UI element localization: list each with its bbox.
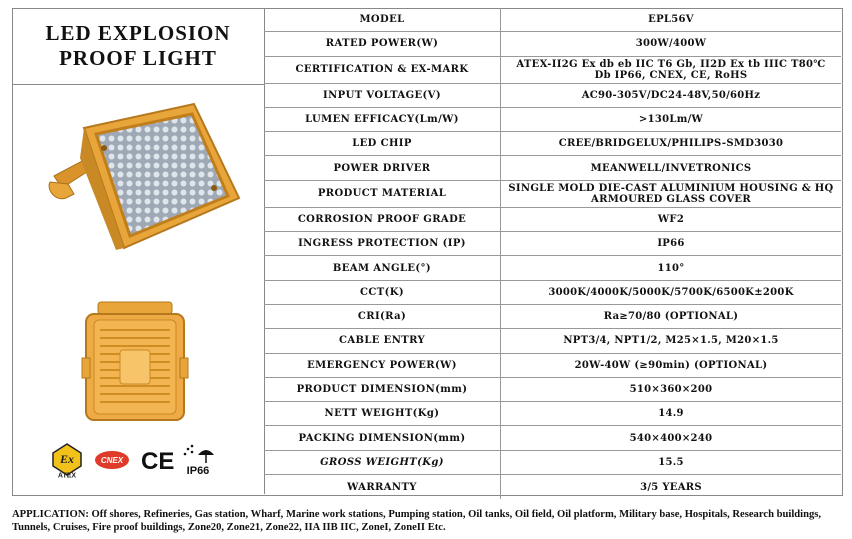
spec-label: EMERGENCY POWER(W) <box>264 354 501 377</box>
spec-value: MEANWELL/INVETRONICS <box>590 162 752 174</box>
cnex-text: CNEX <box>100 456 124 465</box>
spec-label: INPUT VOLTAGE(V) <box>264 84 501 107</box>
spec-row <box>264 57 841 84</box>
spec-row <box>264 329 841 353</box>
spec-row <box>264 132 841 156</box>
application-body: Off shores, Refineries, Gas station, Wharf, Marine work stations, Pumping station, Oil tanks, Oil field, Oil platform, Military base, Hospitals, Research buildings, Tunnels, Cruises, Fire proof buildings, Zone20, Zone21, Zone22, IIA IIB IIC, ZoneI, ZoneII Etc. <box>12 509 822 533</box>
ce-text: CE <box>141 448 175 475</box>
application-lead: APPLICATION: <box>12 509 89 520</box>
spec-value: >130Lm/W <box>638 114 704 126</box>
spec-value: EPL56V <box>648 14 694 26</box>
spec-value: 540×400×240 <box>629 432 713 444</box>
atex-ex-icon <box>50 442 84 478</box>
spec-row <box>264 305 841 329</box>
spec-label: LED CHIP <box>264 132 501 155</box>
spec-row <box>264 181 841 208</box>
spec-row <box>264 156 841 180</box>
spec-row <box>264 208 841 232</box>
spec-row <box>264 32 841 56</box>
spec-row <box>264 108 841 132</box>
ce-mark-icon <box>140 447 175 475</box>
spec-label: PRODUCT DIMENSION(mm) <box>264 378 501 401</box>
spec-row <box>264 475 841 499</box>
cnex-icon <box>94 448 130 472</box>
spec-value: NPT3/4, NPT1/2, M25×1.5, M20×1.5 <box>563 335 779 347</box>
spec-value: CREE/BRIDGELUX/PHILIPS-SMD3030 <box>558 138 784 150</box>
spec-value: 110° <box>657 262 685 274</box>
spec-label: CERTIFICATION & EX-MARK <box>264 57 501 83</box>
spec-value: 3/5 YEARS <box>640 481 702 493</box>
spec-value: 20W-40W (≥90min) (OPTIONAL) <box>574 359 768 371</box>
spec-value: Ra≥70/80 (OPTIONAL) <box>603 311 739 323</box>
spec-row <box>264 281 841 305</box>
spec-value: ATEX-II2G Ex db eb IIC T6 Gb, II2D Ex tb IIIC T80℃ Db IP66, CNEX, CE, RoHS <box>516 58 826 81</box>
ip66-text: IP66 <box>186 465 210 477</box>
title-line-2: PROOF LIGHT <box>59 46 217 70</box>
spec-row <box>264 402 841 426</box>
spec-value: 3000K/4000K/5000K/5700K/6500K±200K <box>548 286 794 298</box>
spec-value: 14.9 <box>658 408 684 420</box>
spec-row <box>264 426 841 450</box>
spec-label: INGRESS PROTECTION (IP) <box>264 232 501 255</box>
spec-value: WF2 <box>657 213 685 225</box>
spec-value: 300W/400W <box>635 38 707 50</box>
spec-row <box>264 84 841 108</box>
product-title <box>12 8 264 85</box>
title-line-1: LED EXPLOSION <box>45 21 231 45</box>
spec-label: PACKING DIMENSION(mm) <box>264 426 501 449</box>
spec-label: PRODUCT MATERIAL <box>264 181 501 207</box>
spec-label: NETT WEIGHT(Kg) <box>264 402 501 425</box>
spec-label: BEAM ANGLE(°) <box>264 256 501 279</box>
spec-value: 15.5 <box>658 456 684 468</box>
spec-table <box>264 8 841 499</box>
spec-label: GROSS WEIGHT(Kg) <box>264 451 501 474</box>
spec-value: 510×360×200 <box>629 384 713 395</box>
spec-row <box>264 354 841 378</box>
spec-label: RATED POWER(W) <box>264 32 501 55</box>
spec-row <box>264 8 841 32</box>
spec-label: CCT(K) <box>264 281 501 304</box>
product-image-back <box>80 298 190 428</box>
spec-label: LUMEN EFFICACY(Lm/W) <box>264 108 501 131</box>
spec-value: SINGLE MOLD DIE-CAST ALUMINIUM HOUSING & HQ ARMOURED GLASS COVER <box>508 182 834 205</box>
spec-row <box>264 256 841 280</box>
spec-row <box>264 232 841 256</box>
spec-label: MODEL <box>264 8 501 31</box>
atex-text: ATEX <box>57 472 77 480</box>
ex-mark-text: Ex <box>59 452 75 466</box>
spec-label: CORROSION PROOF GRADE <box>264 208 501 231</box>
spec-label: POWER DRIVER <box>264 156 501 179</box>
spec-value: IP66 <box>657 238 685 250</box>
ip66-icon <box>180 443 220 477</box>
spec-label: WARRANTY <box>264 475 501 499</box>
spec-label: CRI(Ra) <box>264 305 501 328</box>
spec-label: CABLE ENTRY <box>264 329 501 352</box>
certification-logos <box>50 440 250 480</box>
spec-row <box>264 378 841 402</box>
product-image-front <box>44 98 244 258</box>
spec-row <box>264 451 841 475</box>
application-text <box>12 508 842 534</box>
spec-value: AC90-305V/DC24-48V,50/60Hz <box>581 89 761 101</box>
